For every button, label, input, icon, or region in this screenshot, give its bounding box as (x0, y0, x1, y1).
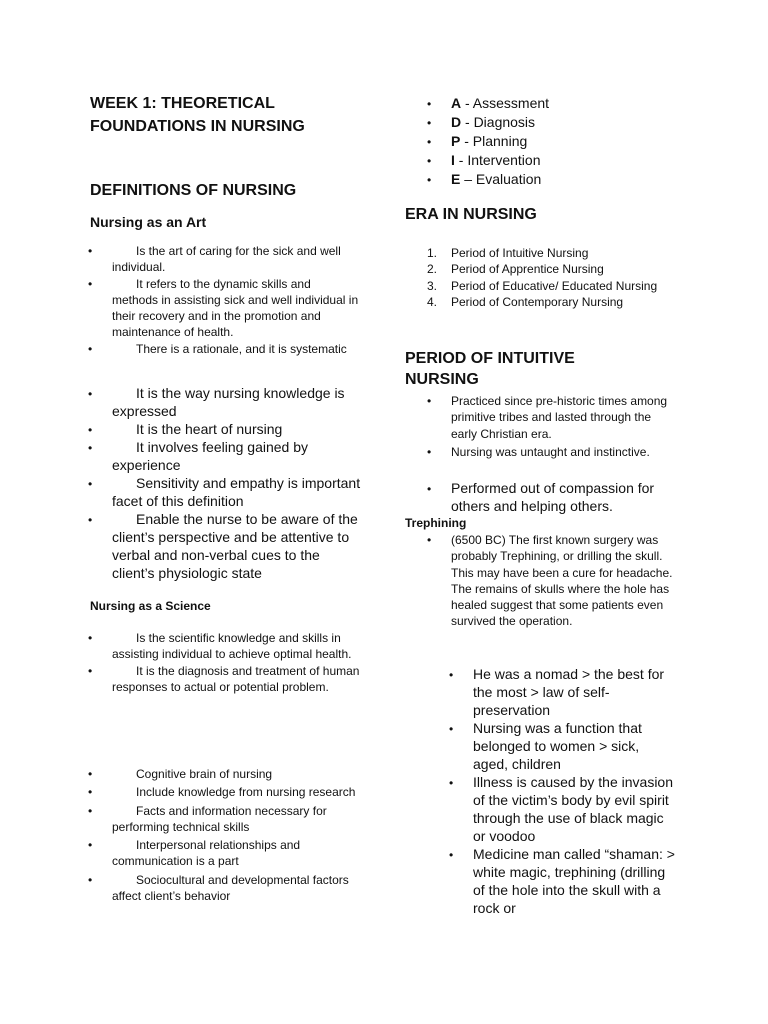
list-item: • He was a nomad > the best for the most > law of self-preservation (449, 666, 665, 718)
bullet-icon: • (88, 838, 93, 853)
intuitive-bullet-large (405, 479, 677, 515)
page-title (90, 92, 305, 138)
list-item: • There is a rationale, and it is systematic (88, 341, 347, 356)
bullet-icon: • (427, 135, 432, 149)
list-item: • It is the diagnosis and treatment of human responses to actual or potential problem. (88, 663, 360, 694)
bullet-icon: • (427, 97, 432, 111)
art-bullets-large (90, 384, 362, 582)
bullet-icon: • (88, 767, 93, 781)
list-item: • Is the art of caring for the sick and well individual. (88, 244, 341, 275)
list-item: • I - Intervention (405, 151, 685, 170)
bullet-icon: • (88, 244, 93, 258)
bullet-icon: • (449, 776, 454, 790)
bullet-icon: • (427, 482, 432, 496)
intuitive-heading-line-2: NURSING (405, 371, 479, 388)
bullet-icon: • (427, 173, 432, 187)
nomad-bullets (405, 665, 675, 917)
list-item: 4. Period of Contemporary Nursing (427, 294, 624, 309)
bullet-icon: • (88, 441, 93, 455)
bullet-icon: • (88, 387, 93, 401)
list-item: • Nursing was untaught and instinctive. (427, 444, 650, 459)
bullet-icon: • (427, 533, 432, 547)
science-heading: Nursing as a Science (90, 599, 211, 613)
trephining-heading: Trephining (405, 516, 467, 530)
list-item: • Sociocultural and developmental factors affect client’s behavior (88, 872, 349, 904)
list-item: 3. Period of Educative/ Educated Nursing (427, 278, 658, 293)
era-heading: ERA IN NURSING (405, 206, 537, 223)
bullet-icon: • (88, 785, 93, 800)
list-item: • It refers to the dynamic skills and methods in assisting sick and well individual in their recovery and in the promotion and maintenance of health. (88, 276, 359, 340)
list-item: • Medicine man called “shaman: > white magic, trephining (drilling of the hole into the skull with a rock or (449, 846, 675, 916)
bullet-icon: • (427, 116, 432, 130)
art-bullets-small (90, 243, 360, 357)
bullet-icon: • (88, 631, 93, 645)
list-item: • (6500 BC) The first known surgery was probably Trephining, or drilling the skull. This may have been a cure for headache. The remains of skulls where the hole has healed suggest that some patients even survived the operation. (427, 533, 673, 629)
intuitive-heading (405, 348, 575, 390)
title-line-2: FOUNDATIONS IN NURSING (90, 118, 305, 135)
bullet-icon: • (427, 154, 432, 168)
list-item: • Cognitive brain of nursing (88, 767, 273, 781)
science-bullets-1 (90, 630, 360, 695)
list-item: • It is the way nursing knowledge is expressed (88, 385, 345, 419)
list-item: • Practiced since pre-historic times among primitive tribes and lasted through the early Christian era. (427, 394, 668, 441)
list-item: • Include knowledge from nursing research (88, 785, 356, 800)
list-item: 2. Period of Apprentice Nursing (427, 262, 604, 277)
list-item: • It is the heart of nursing (88, 421, 283, 437)
bullet-icon: • (88, 341, 93, 356)
bullet-icon: • (449, 848, 454, 862)
list-item: • Sensitivity and empathy is important facet of this definition (88, 475, 361, 509)
list-item: • D - Diagnosis (405, 113, 685, 132)
bullet-icon: • (88, 276, 93, 291)
list-item: • Performed out of compassion for others and helping others. (427, 480, 655, 514)
bullet-icon: • (88, 513, 93, 527)
list-item: • E – Evaluation (405, 170, 685, 189)
bullet-icon: • (88, 477, 93, 491)
title-line-1: WEEK 1: THEORETICAL (90, 95, 275, 112)
list-item: • Nursing was a function that belonged to women > sick, aged, children (449, 720, 642, 772)
bullet-icon: • (427, 394, 432, 408)
era-list (405, 245, 675, 310)
list-item: • Is the scientific knowledge and skills in assisting individual to achieve optimal health. (88, 631, 352, 662)
list-item: • Illness is caused by the invasion of the victim’s body by evil spirit through the use of black magic or voodoo (449, 774, 673, 844)
bullet-icon: • (88, 803, 93, 818)
bullet-icon: • (88, 872, 93, 887)
bullet-icon: • (88, 423, 93, 437)
bullet-icon: • (427, 444, 432, 459)
definitions-heading: DEFINITIONS OF NURSING (90, 182, 297, 199)
list-item: 1. Period of Intuitive Nursing (427, 246, 589, 260)
list-item: • A - Assessment (405, 94, 685, 113)
bullet-icon: • (449, 722, 454, 736)
intuitive-bullets (405, 393, 677, 460)
list-item: • P - Planning (405, 132, 685, 151)
trephining-bullets (405, 532, 681, 630)
list-item: • Interpersonal relationships and communication is a part (88, 838, 301, 869)
list-item: • Facts and information necessary for performing technical skills (88, 803, 327, 834)
science-bullets-2 (90, 766, 360, 904)
adpie-list (405, 94, 685, 189)
bullet-icon: • (88, 663, 93, 678)
list-item: • It involves feeling gained by experience (88, 439, 308, 473)
art-heading: Nursing as an Art (90, 214, 207, 230)
list-item: • Enable the nurse to be aware of the client’s perspective and be attentive to verbal and non-verbal cues to the client’s physiologic state (88, 511, 358, 581)
intuitive-heading-line-1: PERIOD OF INTUITIVE (405, 350, 575, 367)
bullet-icon: • (449, 668, 454, 682)
